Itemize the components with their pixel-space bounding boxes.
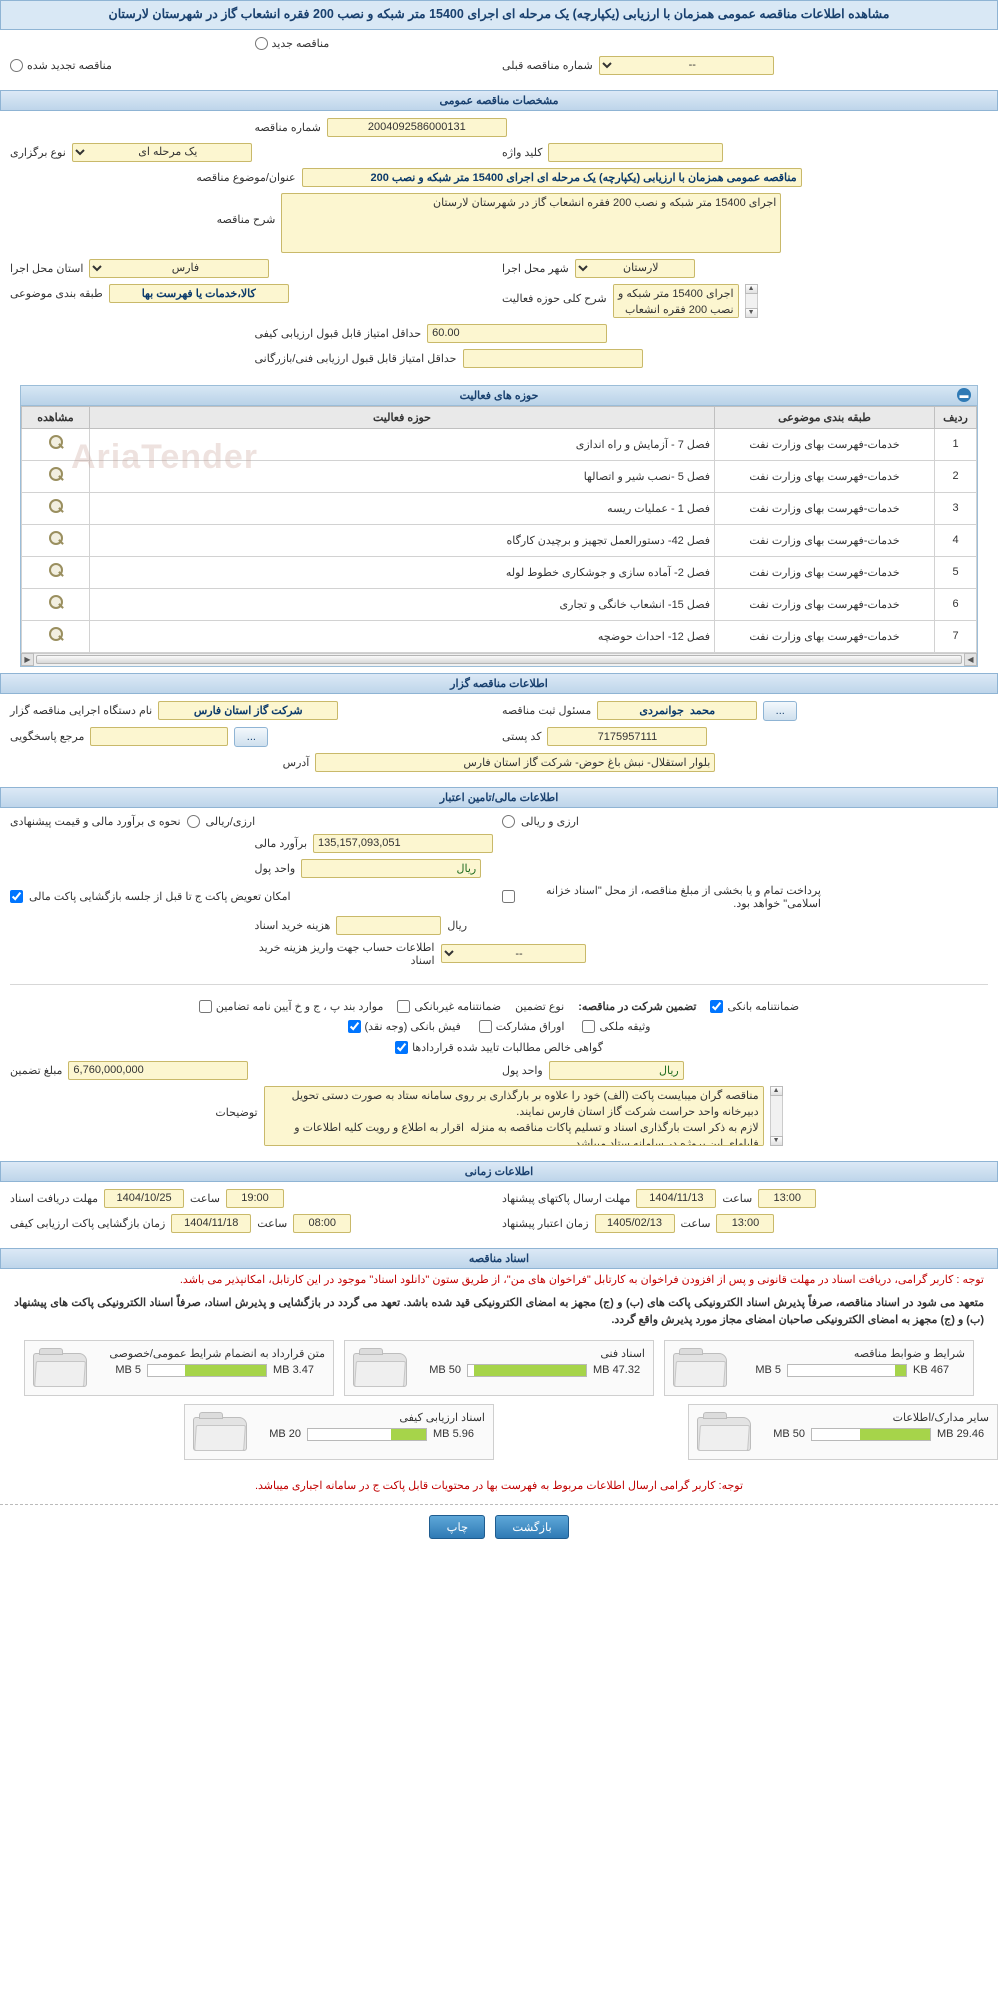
magnifier-icon[interactable] — [47, 466, 65, 484]
doc-cost-unit: ریال — [447, 919, 468, 932]
timing-cell-1 — [502, 1189, 988, 1208]
opt-rial-radio[interactable] — [187, 815, 200, 828]
file-name: شرایط و ضوابط مناقصه — [853, 1347, 965, 1360]
file-progress-row — [95, 1364, 325, 1377]
section-organizer-info: اطلاعات مناقصه گزار — [0, 673, 998, 694]
address-input[interactable] — [315, 753, 715, 772]
timing-time-0[interactable] — [226, 1189, 284, 1208]
currency-input[interactable] — [301, 859, 481, 878]
type-keyword-row — [10, 140, 988, 165]
organization-label: نام دستگاه اجرایی مناقصه گزار — [10, 705, 153, 718]
responsible-wrap — [502, 701, 988, 721]
guarantee-opt-3-checkbox[interactable] — [348, 1020, 361, 1033]
cell-row-no: 7 — [935, 620, 977, 652]
opt-rial-label: ارزی/ریالی — [205, 815, 256, 828]
timing-time-label-3: ساعت — [680, 1217, 711, 1230]
cell-scope: فصل 42- دستورالعمل تجهیز و برچیدن کارگاه — [90, 524, 715, 556]
tender-no-label: شماره مناقصه — [254, 121, 321, 134]
new-tender-radio-wrap — [255, 37, 744, 50]
cell-view[interactable] — [22, 428, 90, 460]
renewed-tender-label: مناقصه تجدید شده — [27, 59, 112, 72]
reference-row — [10, 724, 988, 750]
cell-row-no: 4 — [935, 524, 977, 556]
file-name: اسناد فنی — [600, 1347, 645, 1360]
swap-note-wrap — [10, 890, 496, 903]
cell-classification: خدمات-فهرست بهای وزارت نفت — [715, 492, 935, 524]
scroll-left-icon[interactable]: ▶ — [21, 653, 34, 666]
guarantee-amount-wrap — [10, 1061, 496, 1080]
type-wrap — [10, 143, 496, 162]
min-tech-label: حداقل امتیاز قابل قبول ارزیابی فنی/بازرگانی — [254, 352, 457, 365]
tender-type-label: نوع برگزاری — [10, 146, 66, 159]
guarantee-opt-6-label: گواهی خالص مطالبات تایید شده قراردادها — [412, 1041, 603, 1054]
file-card-body — [735, 1347, 965, 1377]
th-row-no: ردیف — [935, 406, 977, 428]
guarantee-opt-2[interactable] — [199, 1000, 383, 1013]
guarantee-opt-2-checkbox[interactable] — [199, 1000, 212, 1013]
file-progress-row — [415, 1364, 645, 1377]
section-general-info: مشخصات مناقصه عمومی — [0, 90, 998, 111]
keyword-wrap — [502, 143, 988, 162]
address-row — [10, 750, 988, 775]
estimate-amount-input[interactable] — [313, 834, 493, 853]
cell-view[interactable] — [22, 460, 90, 492]
file-card-body — [415, 1347, 645, 1377]
guarantee-opt-1-label: ضمانتنامه غیربانکی — [414, 1000, 502, 1013]
prev-number-wrap — [502, 56, 988, 75]
file-card-body — [759, 1411, 989, 1441]
activity-scope-wrap — [502, 284, 988, 318]
doc-cost-wrap — [255, 916, 744, 935]
classification-row — [10, 281, 988, 321]
timing-cell-2 — [10, 1214, 496, 1233]
guarantee-amount-input[interactable] — [68, 1061, 248, 1080]
file-progress-bar — [307, 1428, 427, 1441]
notes-scroll-track[interactable] — [770, 1096, 783, 1136]
timing-time-3[interactable] — [716, 1214, 774, 1233]
cell-classification: خدمات-فهرست بهای وزارت نفت — [715, 556, 935, 588]
file-card-body — [95, 1347, 325, 1377]
file-size: 47.32 MB — [593, 1364, 641, 1377]
cell-view[interactable] — [22, 492, 90, 524]
table-row — [22, 428, 977, 460]
cell-scope: فصل 1 - عملیات ریسه — [90, 492, 715, 524]
file-size: 5.96 MB — [433, 1428, 474, 1441]
organization-input[interactable] — [158, 701, 338, 720]
table-row — [22, 588, 977, 620]
section-financial-info: اطلاعات مالی/تامین اعتبار — [0, 787, 998, 808]
responsible-input[interactable] — [597, 701, 757, 720]
estimate-amount-label: برآورد مالی — [254, 837, 308, 850]
swap-envelope-checkbox[interactable] — [10, 890, 23, 903]
file-card-technical[interactable] — [344, 1340, 654, 1396]
guarantee-opt-3[interactable] — [348, 1020, 461, 1033]
keyword-label: کلید واژه — [502, 146, 543, 159]
min-tech-row — [10, 346, 988, 371]
renewed-tender-radio-wrap — [10, 59, 496, 72]
address-label: آدرس — [282, 756, 310, 769]
file-card-other[interactable] — [688, 1404, 998, 1460]
scroll-up-icon[interactable]: ▲ — [745, 284, 758, 294]
cell-classification: خدمات-فهرست بهای وزارت نفت — [715, 524, 935, 556]
guarantee-opt-1[interactable] — [397, 1000, 501, 1013]
activity-scopes-table — [21, 406, 977, 653]
min-quality-row — [10, 321, 988, 346]
cell-view[interactable] — [22, 620, 90, 652]
guarantee-opt-0-checkbox[interactable] — [710, 1000, 723, 1013]
location-row — [10, 256, 988, 281]
timing-label-1: مهلت ارسال پاکتهای پیشنهاد — [502, 1192, 631, 1205]
watermark-logo: AriaTender — [71, 437, 258, 476]
estimate-kind-label: نحوه ی برآورد مالی و قیمت پیشنهادی — [10, 815, 181, 828]
th-scope: حوزه فعالیت — [90, 406, 715, 428]
table-row — [22, 492, 977, 524]
guarantee-opt-6-checkbox[interactable] — [395, 1041, 408, 1054]
city-wrap — [502, 259, 988, 278]
back-button[interactable]: بازگشت — [495, 1515, 568, 1539]
cell-view[interactable] — [22, 556, 90, 588]
opt-both-radio[interactable] — [502, 815, 515, 828]
cell-classification: خدمات-فهرست بهای وزارت نفت — [715, 588, 935, 620]
table-row — [22, 556, 977, 588]
activity-scopes-title — [21, 386, 977, 406]
cell-row-no: 3 — [935, 492, 977, 524]
cell-row-no: 6 — [935, 588, 977, 620]
guarantee-options-grid — [10, 1016, 988, 1037]
reference-input[interactable] — [90, 727, 228, 746]
cell-row-no: 5 — [935, 556, 977, 588]
top-section — [0, 30, 998, 84]
estimate-row — [10, 831, 988, 856]
islamic-treasury-checkbox[interactable] — [502, 890, 515, 903]
file-card-qualification[interactable] — [184, 1404, 494, 1460]
magnifier-icon[interactable] — [47, 498, 65, 516]
account-wrap — [255, 941, 744, 967]
notes-scrollbar[interactable] — [770, 1086, 783, 1146]
guarantee-header-row — [10, 997, 988, 1016]
cell-scope: فصل 5 -نصب شیر و اتصالها — [90, 460, 715, 492]
postal-wrap — [502, 727, 988, 746]
cell-view[interactable] — [22, 588, 90, 620]
tender-no-input[interactable] — [327, 118, 507, 137]
guarantee-unit-input[interactable] — [549, 1061, 684, 1080]
timing-cell-3 — [502, 1214, 988, 1233]
section-timing-info: اطلاعات زمانی — [0, 1161, 998, 1182]
timing-block — [0, 1182, 998, 1242]
notes-scroll-down-icon[interactable]: ▼ — [770, 1136, 783, 1146]
magnifier-icon[interactable] — [47, 434, 65, 452]
file-progress-row — [759, 1428, 989, 1441]
tender-no-row — [10, 115, 988, 140]
file-name: سایر مدارک/اطلاعات — [892, 1411, 989, 1424]
th-view: مشاهده — [22, 406, 90, 428]
currency-row — [10, 856, 988, 881]
min-tech-input[interactable] — [463, 349, 643, 368]
guarantee-opt-3-label: فیش بانکی (وجه نقد) — [364, 1020, 461, 1033]
scroll-right-icon[interactable]: ◀ — [964, 653, 977, 666]
documents-footer-note: توجه: کاربر گرامی ارسال اطلاعات مربوط به فهرست بها در محتویات قابل پاکت ج در سامانه اجباری میباشد. — [254, 1479, 744, 1492]
activity-scope-scrollbar[interactable] — [745, 284, 758, 318]
timing-label-0: مهلت دریافت اسناد — [10, 1192, 99, 1205]
rial-option-wrap — [10, 815, 496, 828]
financial-block — [0, 808, 998, 976]
responsible-label: مسئول ثبت مناقصه — [502, 705, 592, 718]
province-select[interactable] — [89, 259, 269, 278]
timing-time-label-0: ساعت — [190, 1192, 220, 1205]
file-max-size: 50 MB — [773, 1428, 805, 1441]
organization-wrap — [10, 701, 496, 720]
min-tech-wrap — [255, 349, 744, 368]
classification-input[interactable] — [109, 284, 289, 303]
timing-time-1[interactable] — [758, 1189, 816, 1208]
desc-row — [10, 190, 988, 256]
postal-code-label: کد پستی — [502, 731, 542, 744]
file-max-size: 5 MB — [755, 1364, 781, 1377]
guarantee-opt-2-label: موارد بند پ ، ج و خ آیین نامه تضامین — [215, 1000, 384, 1013]
folder-icon — [33, 1347, 87, 1389]
collapse-icon[interactable]: ▬ — [957, 388, 971, 402]
table-horizontal-scrollbar[interactable] — [21, 653, 977, 666]
documents-file-list — [0, 1332, 998, 1464]
min-quality-wrap — [255, 324, 744, 343]
file-max-size: 20 MB — [269, 1428, 301, 1441]
guarantee-opt-5[interactable] — [582, 1020, 650, 1033]
account-row — [10, 938, 988, 970]
folder-icon — [673, 1347, 727, 1389]
table-row — [22, 524, 977, 556]
activity-scopes-card — [20, 385, 978, 667]
th-classification: طبقه بندی موضوعی — [715, 406, 935, 428]
city-label: شهر محل اجرا — [502, 262, 569, 275]
folder-icon — [697, 1411, 751, 1453]
province-wrap — [10, 259, 496, 278]
file-max-size: 50 MB — [429, 1364, 461, 1377]
guarantee-unit-label: واحد پول — [502, 1064, 543, 1077]
postal-code-input[interactable] — [547, 727, 707, 746]
min-quality-input[interactable] — [427, 324, 607, 343]
timing-time-label-2: ساعت — [257, 1217, 288, 1230]
timing-time-label-1: ساعت — [722, 1192, 753, 1205]
file-size: 467 KB — [913, 1364, 950, 1377]
file-progress-bar — [467, 1364, 587, 1377]
timing-date-2[interactable] — [171, 1214, 251, 1233]
guarantee-notes-textarea[interactable] — [264, 1086, 764, 1146]
new-tender-radio[interactable] — [255, 37, 268, 50]
divider-1 — [10, 984, 988, 985]
renewed-tender-radio[interactable] — [10, 59, 23, 72]
tender-type-select[interactable] — [72, 143, 252, 162]
general-info-block — [0, 111, 998, 377]
prev-tender-number-select[interactable] — [599, 56, 774, 75]
subject-row — [10, 165, 988, 190]
guarantee-type-label: نوع تضمین — [515, 1000, 565, 1013]
doc-cost-row — [10, 913, 988, 938]
desc-textarea[interactable] — [281, 193, 781, 253]
timing-date-0[interactable] — [104, 1189, 184, 1208]
guarantee-amount-label: مبلغ تضمین — [10, 1064, 63, 1077]
timing-date-1[interactable] — [636, 1189, 716, 1208]
activity-scope-textarea[interactable] — [613, 284, 739, 318]
currency-wrap — [255, 859, 744, 878]
guarantee-opt-1-checkbox[interactable] — [397, 1000, 410, 1013]
activity-scopes-body — [22, 428, 977, 652]
reference-more-button[interactable]: ... — [234, 727, 268, 747]
notes-scroll-up-icon[interactable]: ▲ — [770, 1086, 783, 1096]
desc-label: شرح مناقصه — [216, 213, 276, 226]
folder-icon — [353, 1347, 407, 1389]
estimate-wrap — [255, 834, 744, 853]
new-tender-row — [10, 34, 988, 53]
cell-scope: فصل 12- احداث حوضچه — [90, 620, 715, 652]
page-title: مشاهده اطلاعات مناقصه عمومی همزمان با ارزیابی (یکپارچه) یک مرحله ای اجرای 15400 متر شبکه و نصب 200 فقره انشعاب گاز در شهرستان لارستان — [0, 0, 998, 30]
prev-tender-number-label: شماره مناقصه قبلی — [502, 59, 593, 72]
folder-icon — [193, 1411, 247, 1453]
organizer-block — [0, 694, 998, 781]
magnifier-icon[interactable] — [47, 530, 65, 548]
account-label: اطلاعات حساب جهت واریز هزینه خرید اسناد — [258, 941, 435, 967]
responsible-more-button[interactable]: ... — [763, 701, 797, 721]
city-select[interactable] — [575, 259, 695, 278]
cell-scope: فصل 15- انشعاب خانگی و تجاری — [90, 588, 715, 620]
file-name: متن قرارداد به انضمام شرایط عمومی/خصوصی — [109, 1347, 325, 1360]
subject-label: عنوان/موضوع مناقصه — [196, 171, 296, 184]
guarantee-block — [0, 993, 998, 1155]
guarantee-unit-wrap — [502, 1061, 988, 1080]
cell-classification: خدمات-فهرست بهای وزارت نفت — [715, 620, 935, 652]
guarantee-opt-5-checkbox[interactable] — [582, 1020, 595, 1033]
organizer-row — [10, 698, 988, 724]
guarantee-options-grid-2 — [10, 1037, 988, 1058]
reference-label: مرجع پاسخگویی — [10, 731, 85, 744]
documents-note-1: توجه : کاربر گرامی، دریافت اسناد در مهلت قانونی و پس از افزودن فراخوان به کارتابل "فراخوان های من"، از طریق ستون "دانلود اسناد" موجود در این کارتابل، امکانپذیر می باشد. — [179, 1273, 984, 1286]
subject-input[interactable] — [302, 168, 802, 187]
cell-scope: فصل 7 - آزمایش و راه اندازی — [90, 428, 715, 460]
guarantee-notes-label: توضیحات — [215, 1106, 258, 1119]
cell-classification: خدمات-فهرست بهای وزارت نفت — [715, 428, 935, 460]
islamic-note-row — [10, 881, 988, 913]
cell-row-no: 1 — [935, 428, 977, 460]
guarantee-opt-5-label: وثیقه ملکی — [599, 1020, 651, 1033]
timing-date-3[interactable] — [595, 1214, 675, 1233]
guarantee-notes-row — [10, 1083, 988, 1149]
magnifier-icon[interactable] — [47, 594, 65, 612]
file-card-contract[interactable] — [24, 1340, 334, 1396]
province-label: استان محل اجرا — [10, 262, 84, 275]
scroll-down-icon[interactable]: ▼ — [745, 308, 758, 318]
estimate-kind-row — [10, 812, 988, 831]
file-card-terms[interactable] — [664, 1340, 974, 1396]
table-row — [22, 620, 977, 652]
timing-time-2[interactable] — [293, 1214, 351, 1233]
guarantee-opt-4[interactable] — [479, 1020, 565, 1033]
action-button-bar — [0, 1504, 998, 1553]
new-tender-label: مناقصه جدید — [271, 37, 330, 50]
guarantee-opt-0-label: ضمانتنامه بانکی — [727, 1000, 800, 1013]
opt-both-label: ارزی و ریالی — [521, 815, 579, 828]
islamic-treasury-note: پرداخت تمام و یا بخشی از مبلغ مناقصه، از محل "اسناد خزانه اسلامی" خواهد بود. — [546, 884, 821, 910]
doc-cost-input[interactable] — [336, 916, 441, 935]
guarantee-amount-row — [10, 1058, 988, 1083]
documents-note-2: متعهد می شود در اسناد مناقصه، صرفاً پذیرش اسناد الکترونیکی پاکت های (ب) و (ج) مجهز به امضای الکترونیکی قید شده باشد. تعهد می گردد در بازگشایی و پذیرش اسناد، صرفاً اسناد الکترونیکی پاکت های پیشنهاد (ب) و (ج) مجهز به امضای الکترونیکی صاحبان امضای مجاز مورد پذیرش واقع گردد. — [14, 1296, 984, 1326]
renewed-tender-radio-group[interactable] — [10, 59, 112, 72]
file-progress-row — [255, 1428, 485, 1441]
timing-cell-0 — [10, 1189, 496, 1208]
doc-cost-label: هزینه خرید اسناد — [254, 919, 331, 932]
file-name: اسناد ارزیابی کیفی — [399, 1411, 485, 1424]
classification-label: طبقه بندی موضوعی — [10, 287, 103, 300]
activity-scopes-title-text: حوزه های فعالیت — [459, 389, 539, 402]
timing-row-1 — [10, 1186, 988, 1211]
classification-wrap — [10, 284, 496, 303]
new-tender-radio-group[interactable] — [255, 37, 330, 50]
table-row — [22, 460, 977, 492]
scroll-track[interactable] — [745, 294, 758, 308]
currency-label: واحد پول — [254, 862, 296, 875]
table-header-row — [22, 406, 977, 428]
guarantee-participation-label: تضمین شرکت در مناقصه: — [578, 1000, 697, 1013]
keyword-input[interactable] — [548, 143, 723, 162]
scroll-thumb[interactable] — [36, 655, 962, 664]
reference-wrap — [10, 727, 496, 747]
file-size: 3.47 MB — [273, 1364, 314, 1377]
tender-no-wrap — [255, 118, 744, 137]
file-progress-bar — [147, 1364, 267, 1377]
guarantee-opt-4-label: اوراق مشارکت — [495, 1020, 565, 1033]
file-progress-bar — [811, 1428, 931, 1441]
guarantee-opt-0[interactable] — [710, 1000, 799, 1013]
print-button[interactable]: چاپ — [429, 1515, 485, 1539]
timing-label-3: زمان اعتبار پیشنهاد — [502, 1217, 589, 1230]
guarantee-opt-6[interactable] — [395, 1041, 603, 1054]
both-option-wrap — [502, 815, 988, 828]
islamic-note-wrap — [502, 884, 988, 910]
guarantee-opt-4-checkbox[interactable] — [479, 1020, 492, 1033]
activity-scope-label: شرح کلی حوزه فعالیت — [502, 292, 607, 305]
file-progress-bar — [787, 1364, 907, 1377]
cell-scope: فصل 2- آماده سازی و جوشکاری خطوط لوله — [90, 556, 715, 588]
section-documents: اسناد مناقصه — [0, 1248, 998, 1269]
magnifier-icon[interactable] — [47, 626, 65, 644]
min-quality-label: حداقل امتیاز قابل قبول ارزیابی کیفی — [254, 327, 422, 340]
file-progress-row — [735, 1364, 965, 1377]
timing-row-2 — [10, 1211, 988, 1236]
cell-row-no: 2 — [935, 460, 977, 492]
renewed-tender-row — [10, 53, 988, 78]
account-select[interactable] — [441, 944, 586, 963]
file-card-body — [255, 1411, 485, 1441]
file-max-size: 5 MB — [115, 1364, 141, 1377]
timing-label-2: زمان بازگشایی پاکت ارزیابی کیفی — [10, 1217, 166, 1230]
swap-envelope-note: امکان تعویض پاکت ج تا قبل از جلسه بازگشایی پاکت مالی — [29, 891, 291, 904]
cell-view[interactable] — [22, 524, 90, 556]
cell-classification: خدمات-فهرست بهای وزارت نفت — [715, 460, 935, 492]
file-size: 29.46 MB — [937, 1428, 985, 1441]
magnifier-icon[interactable] — [47, 562, 65, 580]
